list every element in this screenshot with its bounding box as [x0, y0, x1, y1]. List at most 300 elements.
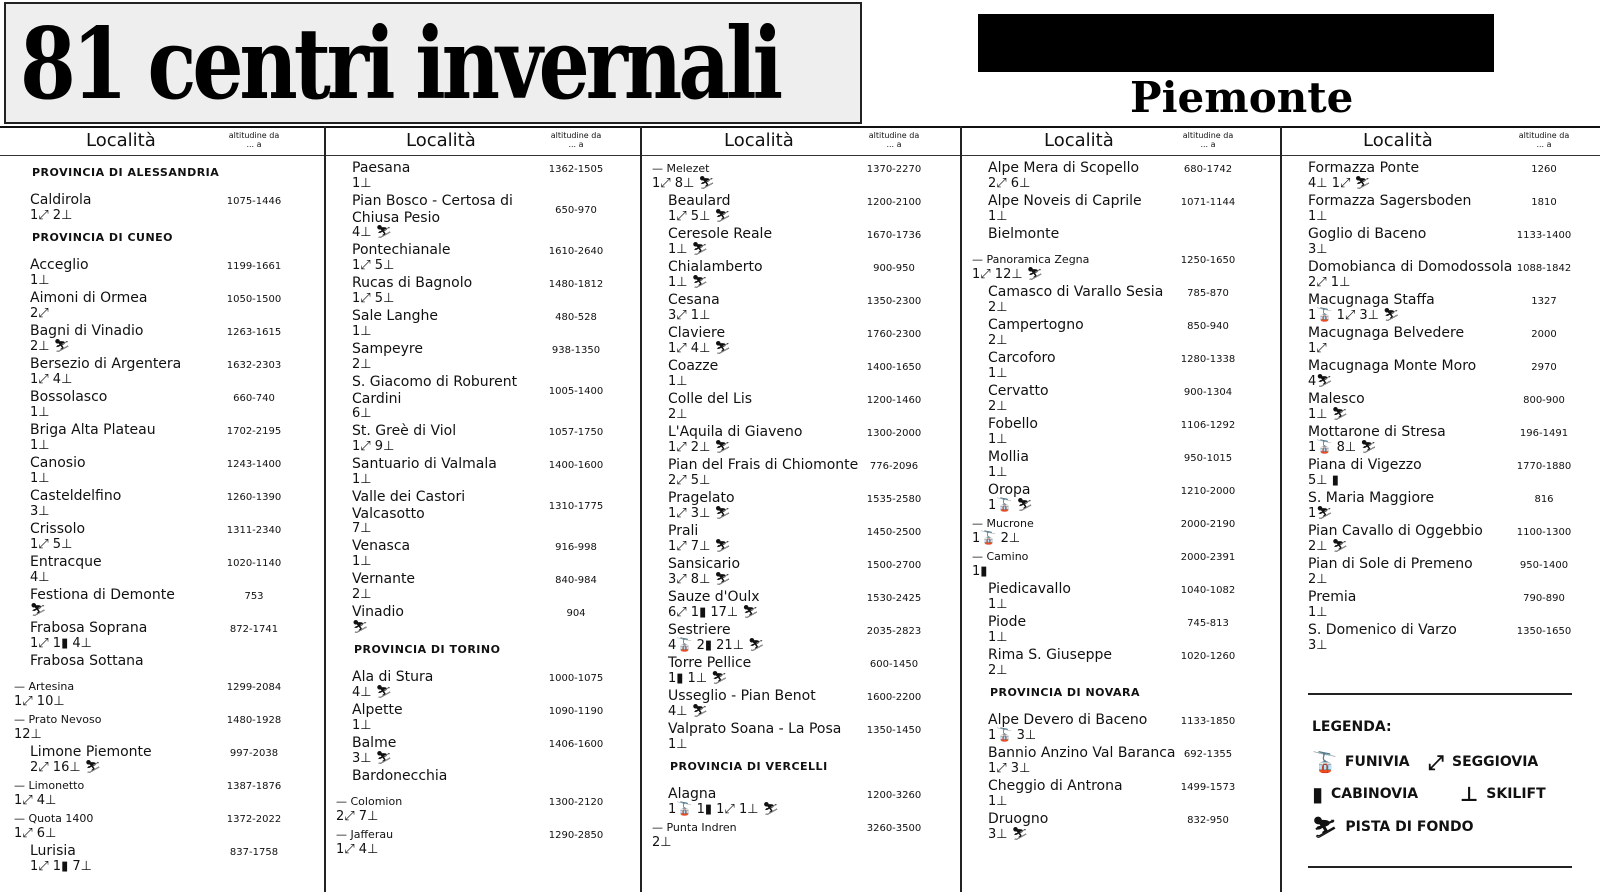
resort-altitude: 938-1350 — [551, 345, 601, 356]
resort-altitude: 660-740 — [233, 393, 275, 404]
resort-altitude: 1200-1460 — [866, 395, 922, 406]
resort-altitude: 1362-1505 — [548, 164, 604, 175]
resort-facility-icons: 1⤢ 8⊥ ⛷ — [652, 176, 716, 191]
resort-name: Macugnaga Monte Moro — [1308, 358, 1477, 374]
legend-item-skilift: ⊥ SKILIFT — [1460, 782, 1546, 806]
resort-facility-icons: 1🚡 1▮ 1⤢ 1⊥ ⛷ — [668, 802, 780, 817]
resort-name: Santuario di Valmala — [352, 456, 497, 472]
resort-name: Pian del Frais di Chiomonte — [668, 457, 859, 473]
resort-name: S. Domenico di Varzo — [1308, 622, 1457, 638]
resort-altitude: 1260 — [1531, 164, 1557, 175]
resort-facility-icons: 1⊥ — [352, 176, 372, 191]
resort-name: — Melezet — [652, 162, 710, 175]
resort-facility-icons: 1⊥ ⛷ — [668, 275, 709, 290]
resort-name: Casteldelfino — [30, 488, 122, 504]
resort-altitude: 1406-1600 — [548, 739, 604, 750]
resort-name: Sestriere — [668, 622, 731, 638]
resort-facility-icons: 2⊥ — [988, 333, 1008, 348]
column-divider — [960, 126, 962, 892]
legend-title: LEGENDA: — [1312, 719, 1392, 735]
resort-facility-icons: 4⊥ ⛷ — [668, 704, 709, 719]
resort-name: Alpe Noveis di Caprile — [988, 193, 1142, 209]
column-header — [326, 129, 642, 155]
header-altitude: altitudine da ... a — [1182, 131, 1234, 149]
resort-altitude: 1702-2195 — [226, 426, 282, 437]
header-localita: Località — [86, 130, 156, 151]
resort-altitude: 2000-2190 — [1180, 519, 1236, 530]
resort-facility-icons: 1🚡 ⛷ — [988, 498, 1034, 513]
resort-facility-icons: ⛷ — [352, 620, 369, 635]
header-localita: Località — [406, 130, 476, 151]
resort-facility-icons: 1⊥ — [668, 374, 688, 389]
column-divider — [324, 126, 326, 892]
resort-name: Carcoforo — [988, 350, 1056, 366]
resort-altitude: 1480-1928 — [226, 715, 282, 726]
resort-facility-icons: 1⤢ 2⊥ — [30, 208, 73, 223]
legend-divider — [1308, 866, 1572, 868]
resort-name: Bersezio di Argentera — [30, 356, 182, 372]
resort-facility-icons: 1⤢ 4⊥ — [30, 372, 73, 387]
resort-facility-icons: 2⊥ — [352, 587, 372, 602]
resort-name: Camasco di Varallo Sesia — [988, 284, 1164, 300]
resort-facility-icons: 1⤢ 12⊥ ⛷ — [972, 267, 1044, 282]
resort-name: Colle del Lis — [668, 391, 753, 407]
resort-altitude: 480-528 — [555, 312, 597, 323]
resort-altitude: 1400-1650 — [866, 362, 922, 373]
province-heading: PROVINCIA DI NOVARA — [990, 686, 1140, 699]
resort-name: Frabosa Sottana — [30, 653, 144, 669]
resort-name: Sauze d'Oulx — [668, 589, 760, 605]
resort-altitude: 1350-1450 — [866, 725, 922, 736]
resort-altitude: 1535-2580 — [866, 494, 922, 505]
resort-facility-icons: 1⊥ — [988, 630, 1008, 645]
resort-facility-icons: 4⊥ ⛷ — [352, 685, 393, 700]
resort-facility-icons: 6⤢ 1▮ 17⊥ ⛷ — [668, 605, 759, 620]
resort-altitude: 872-1741 — [229, 624, 279, 635]
resort-altitude: 1250-1650 — [1180, 255, 1236, 266]
resort-facility-icons: 1⤢ 4⊥ — [336, 842, 379, 857]
resort-facility-icons: 2⊥ — [352, 357, 372, 372]
resort-altitude: 1387-1876 — [226, 781, 282, 792]
resort-name: — Jafferau — [336, 828, 394, 841]
resort-name: Formazza Sagersboden — [1308, 193, 1472, 209]
resort-altitude: 1610-2640 — [548, 246, 604, 257]
resort-name: Oropa — [988, 482, 1031, 498]
resort-facility-icons: 1⊥ ⛷ — [668, 242, 709, 257]
resort-name: Mottarone di Stresa — [1308, 424, 1446, 440]
resort-name: S. Giacomo di Roburent Cardini — [352, 374, 518, 407]
page-title: 81 centri invernali — [20, 7, 780, 122]
resort-name: Venasca — [352, 538, 411, 554]
resort-altitude: 1310-1775 — [548, 501, 604, 512]
resort-name: Alagna — [668, 786, 717, 802]
resort-altitude: 1071-1144 — [1180, 197, 1236, 208]
resort-name: Malesco — [1308, 391, 1365, 407]
seggiovia-icon: ⤢ — [1428, 750, 1444, 774]
resort-altitude: 1760-2300 — [866, 329, 922, 340]
resort-facility-icons: ⛷ — [30, 603, 47, 618]
resort-facility-icons: 1⊥ — [352, 324, 372, 339]
resort-facility-icons: 2⤢ 16⊥ ⛷ — [30, 760, 102, 775]
resort-facility-icons: 1⤢ 7⊥ ⛷ — [668, 539, 732, 554]
resort-name: Bagni di Vinadio — [30, 323, 144, 339]
resort-name: Limone Piemonte — [30, 744, 152, 760]
resort-name: Pragelato — [668, 490, 735, 506]
resort-name: Formazza Ponte — [1308, 160, 1420, 176]
resort-altitude: 1327 — [1531, 296, 1557, 307]
resort-facility-icons: 2⤢ 5⊥ — [668, 473, 711, 488]
resort-altitude: 1020-1260 — [1180, 651, 1236, 662]
resort-facility-icons: 1⤢ 10⊥ — [14, 694, 65, 709]
resort-altitude: 832-950 — [1187, 815, 1229, 826]
resort-altitude: 1530-2425 — [866, 593, 922, 604]
resort-name: — Camino — [972, 550, 1029, 563]
resort-facility-icons: 5⊥ ▮ — [1308, 473, 1339, 488]
resort-altitude: 1200-2100 — [866, 197, 922, 208]
resort-facility-icons: 1⊥ — [988, 597, 1008, 612]
resort-altitude: 196-1491 — [1519, 428, 1569, 439]
column-header — [962, 129, 1282, 155]
resort-altitude: 1670-1736 — [866, 230, 922, 241]
resort-name: Cesana — [668, 292, 720, 308]
resort-facility-icons: 1⤢ — [1308, 341, 1327, 356]
title-banner — [4, 2, 862, 124]
resort-altitude: 916-998 — [555, 542, 597, 553]
resort-facility-icons: 2⊥ — [988, 300, 1008, 315]
resort-name: Rucas di Bagnolo — [352, 275, 473, 291]
resort-altitude: 1133-1400 — [1516, 230, 1572, 241]
resort-altitude: 1300-2120 — [548, 797, 604, 808]
resort-name: — Artesina — [14, 680, 75, 693]
resort-facility-icons: 1⤢ 5⊥ ⛷ — [668, 209, 732, 224]
resort-facility-icons: 1⊥ ⛷ — [1308, 407, 1349, 422]
resort-altitude: 2000-2391 — [1180, 552, 1236, 563]
resort-facility-icons: 3⊥ — [1308, 638, 1328, 653]
resort-name: Premia — [1308, 589, 1357, 605]
resort-facility-icons: 4⊥ — [30, 570, 50, 585]
resort-altitude: 790-890 — [1523, 593, 1565, 604]
resort-altitude: 1263-1615 — [226, 327, 282, 338]
cabinovia-icon: ▮ — [1312, 782, 1324, 806]
pista-fondo-icon: ⛷ — [1312, 815, 1338, 839]
resort-name: Frabosa Soprana — [30, 620, 148, 636]
resort-altitude: 900-1304 — [1183, 387, 1233, 398]
resort-facility-icons: 7⊥ — [352, 521, 372, 536]
resort-facility-icons: 2⊥ — [988, 399, 1008, 414]
resort-facility-icons: 1⤢ 4⊥ ⛷ — [668, 341, 732, 356]
resort-altitude: 1243-1400 — [226, 459, 282, 470]
column-header — [4, 129, 324, 155]
resort-name: Briga Alta Plateau — [30, 422, 156, 438]
resort-name: S. Maria Maggiore — [1308, 490, 1435, 506]
resort-name: Claviere — [668, 325, 726, 341]
resort-name: Usseglio - Pian Benot — [668, 688, 816, 704]
resort-altitude: 1075-1446 — [226, 196, 282, 207]
resort-name: L'Aquila di Giaveno — [668, 424, 803, 440]
resort-facility-icons: 2⤢ 1⊥ — [1308, 275, 1351, 290]
resort-facility-icons: 1⤢ 5⊥ — [352, 258, 395, 273]
resort-name: Fobello — [988, 416, 1038, 432]
resort-name: Vinadio — [352, 604, 404, 620]
resort-facility-icons: 1⊥ — [988, 366, 1008, 381]
resort-facility-icons: 2⤢ 6⊥ — [988, 176, 1031, 191]
resort-name: — Quota 1400 — [14, 812, 94, 825]
resort-name: Ala di Stura — [352, 669, 434, 685]
resort-name: Piana di Vigezzo — [1308, 457, 1422, 473]
funivia-icon: 🚡 — [1312, 750, 1337, 774]
resort-altitude: 1280-1338 — [1180, 354, 1236, 365]
resort-facility-icons: 1⊥ — [30, 405, 50, 420]
resort-altitude: 1100-1300 — [1516, 527, 1572, 538]
resort-altitude: 1090-1190 — [548, 706, 604, 717]
resort-facility-icons: 1⊥ — [352, 472, 372, 487]
resort-facility-icons: 1⤢ 5⊥ — [352, 291, 395, 306]
resort-facility-icons: 1⤢ 9⊥ — [352, 439, 395, 454]
resort-name: Alpette — [352, 702, 403, 718]
resort-altitude: 3260-3500 — [866, 823, 922, 834]
resort-facility-icons: 4⊥ 1⤢ ⛷ — [1308, 176, 1372, 191]
resort-name: Goglio di Baceno — [1308, 226, 1427, 242]
resort-altitude: 1040-1082 — [1180, 585, 1236, 596]
column-divider — [640, 126, 642, 892]
resort-facility-icons: 4⊥ ⛷ — [352, 225, 393, 240]
resort-facility-icons: 1⊥ — [1308, 605, 1328, 620]
resort-facility-icons: 3⊥ — [30, 504, 50, 519]
resort-name: Coazze — [668, 358, 719, 374]
resort-name: Vernante — [352, 571, 416, 587]
resort-altitude: 2000 — [1531, 329, 1557, 340]
resort-altitude: 1005-1400 — [548, 386, 604, 397]
resort-name: Acceglio — [30, 257, 89, 273]
resort-altitude: 1311-2340 — [226, 525, 282, 536]
legend-item-funivia: 🚡 FUNIVIA — [1312, 750, 1410, 774]
resort-name: Bossolasco — [30, 389, 108, 405]
resort-altitude: 850-940 — [1187, 321, 1229, 332]
resort-facility-icons: 3⊥ ⛷ — [352, 751, 393, 766]
resort-altitude: 1299-2084 — [226, 682, 282, 693]
resort-name: Druogno — [988, 811, 1049, 827]
resort-altitude: 904 — [566, 608, 586, 619]
resort-altitude: 1370-2270 — [866, 164, 922, 175]
resort-altitude: 1133-1850 — [1180, 716, 1236, 727]
resort-altitude: 816 — [1534, 494, 1554, 505]
resort-name: — Prato Nevoso — [14, 713, 102, 726]
resort-facility-icons: 2⊥ — [668, 407, 688, 422]
resort-altitude: 1300-2000 — [866, 428, 922, 439]
column-header — [642, 129, 962, 155]
resort-name: Chialamberto — [668, 259, 763, 275]
province-heading: PROVINCIA DI VERCELLI — [670, 760, 828, 773]
resort-facility-icons: 2⊥ — [1308, 572, 1328, 587]
resort-altitude: 1500-2700 — [866, 560, 922, 571]
resort-name: Cervatto — [988, 383, 1049, 399]
legend-divider — [1308, 693, 1572, 695]
resort-facility-icons: 1⊥ — [30, 438, 50, 453]
resort-facility-icons: 1⊥ — [352, 718, 372, 733]
resort-facility-icons: 1⊥ — [988, 432, 1008, 447]
resort-facility-icons: 1⊥ — [352, 554, 372, 569]
resort-facility-icons: 1🚡 1⤢ 3⊥ ⛷ — [1308, 308, 1400, 323]
resort-name: Lurisia — [30, 843, 76, 859]
resort-altitude: 1260-1390 — [226, 492, 282, 503]
resort-name: Aimoni di Ormea — [30, 290, 148, 306]
resort-facility-icons: 1⤢ 5⊥ — [30, 537, 73, 552]
resort-altitude: 840-984 — [555, 575, 597, 586]
header-rule — [0, 155, 1600, 156]
resort-altitude: 1600-2200 — [866, 692, 922, 703]
resort-altitude: 1810 — [1531, 197, 1557, 208]
resort-facility-icons: 3⤢ 1⊥ — [668, 308, 711, 323]
resort-facility-icons: 1🚡 3⊥ — [988, 728, 1037, 743]
resort-name: Cheggio di Antrona — [988, 778, 1123, 794]
resort-facility-icons: 1▮ — [972, 564, 988, 579]
resort-altitude: 776-2096 — [869, 461, 919, 472]
province-heading: PROVINCIA DI ALESSANDRIA — [32, 166, 220, 179]
resort-altitude: 753 — [244, 591, 264, 602]
resort-altitude: 1400-1600 — [548, 460, 604, 471]
resort-name: St. Greè di Viol — [352, 423, 457, 439]
resort-altitude: 837-1758 — [229, 847, 279, 858]
resort-name: Domobianca di Domodossola — [1308, 259, 1513, 275]
resort-facility-icons: 1🚡 2⊥ — [972, 531, 1021, 546]
logo-line-2: Piemonte — [1130, 73, 1354, 122]
resort-name: Crissolo — [30, 521, 86, 537]
resort-altitude: 800-900 — [1523, 395, 1565, 406]
header-altitude: altitudine da ... a — [868, 131, 920, 149]
skilift-icon: ⊥ — [1460, 782, 1479, 806]
header-localita: Località — [1363, 130, 1433, 151]
resort-altitude: 2970 — [1531, 362, 1557, 373]
column-divider — [1280, 126, 1282, 892]
resort-name: Pian Bosco - Certosa di Chiusa Pesio — [352, 193, 513, 226]
resort-facility-icons: 1⤢ 3⊥ ⛷ — [668, 506, 732, 521]
resort-name: Caldirola — [30, 192, 92, 208]
resort-altitude: 680-1742 — [1183, 164, 1233, 175]
resort-name: — Limonetto — [14, 779, 85, 792]
resort-facility-icons: 4⛷ — [1308, 374, 1333, 389]
resort-name: Canosio — [30, 455, 86, 471]
resort-facility-icons: 1⊥ — [988, 465, 1008, 480]
resort-altitude: 1210-2000 — [1180, 486, 1236, 497]
resort-name: Sansicario — [668, 556, 741, 572]
resort-name: Piode — [988, 614, 1027, 630]
resort-facility-icons: 1⤢ 2⊥ ⛷ — [668, 440, 732, 455]
resort-facility-icons: 2⊥ — [652, 835, 672, 850]
resort-facility-icons: 3⤢ 8⊥ ⛷ — [668, 572, 732, 587]
resort-altitude: 1106-1292 — [1180, 420, 1236, 431]
resort-name: Macugnaga Staffa — [1308, 292, 1435, 308]
resort-facility-icons: 3⊥ ⛷ — [988, 827, 1029, 842]
resort-altitude: 1020-1140 — [226, 558, 282, 569]
resort-facility-icons: 1⊥ — [668, 737, 688, 752]
resort-altitude: 1480-1812 — [548, 279, 604, 290]
top-rule — [0, 126, 1600, 128]
resort-altitude: 1200-3260 — [866, 790, 922, 801]
resort-name: Valprato Soana - La Posa — [668, 721, 842, 737]
resort-altitude: 950-1015 — [1183, 453, 1233, 464]
resort-facility-icons: 12⊥ — [14, 727, 42, 742]
resort-facility-icons: 2⊥ ⛷ — [1308, 539, 1349, 554]
legend-item-cabinovia: ▮ CABINOVIA — [1312, 782, 1419, 806]
resort-name: Balme — [352, 735, 397, 751]
resort-name: Pian Cavallo di Oggebbio — [1308, 523, 1483, 539]
resort-name: Bannio Anzino Val Baranca — [988, 745, 1176, 761]
resort-altitude: 1057-1750 — [548, 427, 604, 438]
logo-line-1: orizzonte — [1132, 31, 1351, 80]
resort-name: Pian di Sole di Premeno — [1308, 556, 1473, 572]
resort-facility-icons: 1⊥ — [30, 273, 50, 288]
resort-altitude: 1450-2500 — [866, 527, 922, 538]
resort-name: — Panoramica Zegna — [972, 253, 1090, 266]
resort-altitude: 600-1450 — [869, 659, 919, 670]
resort-altitude: 2035-2823 — [866, 626, 922, 637]
resort-name: Entracque — [30, 554, 102, 570]
resort-altitude: 1372-2022 — [226, 814, 282, 825]
resort-name: Sampeyre — [352, 341, 423, 357]
resort-name: Bardonecchia — [352, 768, 448, 784]
resort-facility-icons: 1⛷ — [1308, 506, 1333, 521]
resort-altitude: 785-870 — [1187, 288, 1229, 299]
resort-facility-icons: 1▮ 1⊥ ⛷ — [668, 671, 728, 686]
resort-facility-icons: 1⤢ 1▮ 7⊥ — [30, 859, 92, 874]
header-altitude: altitudine da ... a — [228, 131, 280, 149]
resort-facility-icons: 1🚡 8⊥ ⛷ — [1308, 440, 1377, 455]
resort-facility-icons: 4🚡 2▮ 21⊥ ⛷ — [668, 638, 765, 653]
resort-name: Mollia — [988, 449, 1029, 465]
resort-altitude: 1632-2303 — [226, 360, 282, 371]
resort-facility-icons: 2⤢ 7⊥ — [336, 809, 379, 824]
resort-name: Ceresole Reale — [668, 226, 773, 242]
resort-name: Alpe Mera di Scopello — [988, 160, 1140, 176]
resort-facility-icons: 1⊥ — [1308, 209, 1328, 224]
resort-facility-icons: 1⊥ — [988, 794, 1008, 809]
province-heading: PROVINCIA DI CUNEO — [32, 231, 174, 244]
resort-facility-icons: 1⤢ 4⊥ — [14, 793, 57, 808]
resort-altitude: 1000-1075 — [548, 673, 604, 684]
resort-altitude: 1770-1880 — [1516, 461, 1572, 472]
resort-facility-icons: 1⤢ 3⊥ — [988, 761, 1031, 776]
resort-name: Pontechianale — [352, 242, 451, 258]
resort-facility-icons: 1⤢ 1▮ 4⊥ — [30, 636, 92, 651]
resort-altitude: 1499-1573 — [1180, 782, 1236, 793]
resort-altitude: 1050-1500 — [226, 294, 282, 305]
resort-facility-icons: 6⊥ — [352, 406, 372, 421]
resort-name: Valle dei Castori Valcasotto — [352, 489, 466, 522]
resort-altitude: 692-1355 — [1183, 749, 1233, 760]
resort-altitude: 997-2038 — [229, 748, 279, 759]
resort-name: Sale Langhe — [352, 308, 439, 324]
header-localita: Località — [724, 130, 794, 151]
resort-facility-icons: 1⊥ — [988, 209, 1008, 224]
resort-name: Beaulard — [668, 193, 731, 209]
legend-item-pista-fondo: ⛷ PISTA DI FONDO — [1312, 815, 1474, 839]
resort-altitude: 1350-2300 — [866, 296, 922, 307]
resort-altitude: 650-970 — [555, 205, 597, 216]
resort-name: Rima S. Giuseppe — [988, 647, 1112, 663]
resort-name: Torre Pellice — [668, 655, 752, 671]
resort-facility-icons: 2⊥ ⛷ — [30, 339, 71, 354]
resort-facility-icons: 3⊥ — [1308, 242, 1328, 257]
resort-name: — Colomion — [336, 795, 403, 808]
resort-altitude: 1350-1650 — [1516, 626, 1572, 637]
resort-name: Prali — [668, 523, 699, 539]
resort-name: Piedicavallo — [988, 581, 1071, 597]
resort-altitude: 900-950 — [873, 263, 915, 274]
resort-facility-icons: 2⤢ — [30, 306, 49, 321]
resort-name: — Punta Indren — [652, 821, 737, 834]
resort-name: Alpe Devero di Baceno — [988, 712, 1148, 728]
resort-altitude: 1290-2850 — [548, 830, 604, 841]
